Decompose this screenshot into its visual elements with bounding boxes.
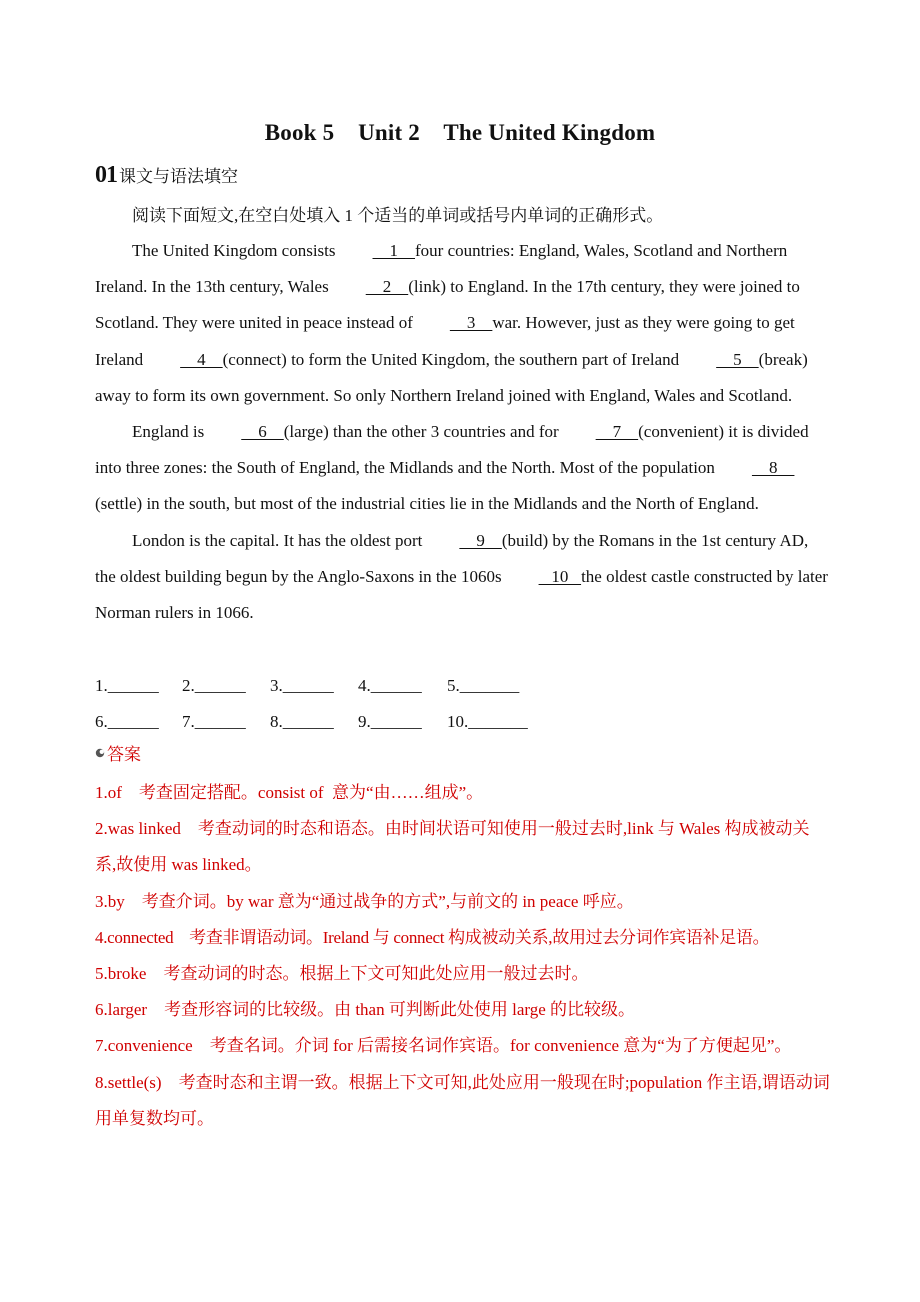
passage-text: (break) away to form its own government. So only Northern Ireland joined with England, Wales and Scotland. <box>95 349 808 405</box>
passage-text: war. However, just as they were going to get Ireland <box>95 313 795 369</box>
answer-blanks-row-1 <box>95 676 519 696</box>
answer-item: 7.convenience 考查名词。介词 for 后需接名词作宾语。for convenience 意为“为了方便起见”。 <box>95 1036 792 1056</box>
blank-1: 1 <box>372 241 416 260</box>
section-header <box>95 162 238 189</box>
answer-blank: 1.______ <box>95 676 159 695</box>
blank-4: 4 <box>180 349 223 369</box>
answer-item: 4.connected 考查非谓语动词。Ireland 与 connect 构成被动关系,故用过去分词作宾语补足语。 <box>95 927 770 947</box>
answers-list <box>95 775 830 1137</box>
blank-9: 9 <box>459 530 502 550</box>
page-title: Book 5 Unit 2 The United Kingdom <box>264 120 656 145</box>
passage-text: the oldest castle constructed by later Norman rulers in 1066. <box>95 566 828 623</box>
answer-item: 2.was linked 考查动词的时态和语态。由时间状语可知使用一般过去时,link 与 Wales 构成被动关系,故使用 was linked。 <box>95 819 810 875</box>
passage-text: (settle) in the south, but most of the industrial cities lie in the Midlands and the North of England. <box>95 494 759 514</box>
answer-item: 8.settle(s) 考查时态和主谓一致。根据上下文可知,此处应用一般现在时;population 作主语,谓语动词用单复数均可。 <box>95 1072 830 1128</box>
passage-text: (convenient) it is divided into three zones: the South of England, the Midlands and the North. Most of the population <box>95 422 809 478</box>
blank-8: 8 <box>751 458 795 478</box>
passage-text: England is <box>132 422 205 442</box>
passage-text: (link) to England. In the 17th century, they were joined to Scotland. They were united in peace instead of <box>95 277 800 333</box>
answer-item: 1.of 考查固定搭配。consist of 意为“由……组成”。 <box>95 783 484 802</box>
answers-label: 答案 <box>107 745 141 764</box>
answer-blank: 9.______ <box>358 712 422 731</box>
answer-blank: 8.______ <box>270 712 334 731</box>
answer-blank: 2.______ <box>182 676 246 695</box>
blank-10: 10 <box>538 566 582 586</box>
blank-2: 2 <box>365 277 409 297</box>
answer-marker-icon <box>95 748 105 758</box>
passage-paragraph-3 <box>95 523 830 632</box>
passage-paragraph-2 <box>95 414 830 523</box>
passage-paragraph-1 <box>95 233 830 414</box>
passage-text: (build) by the Romans in the 1st century AD, the oldest building begun by the Anglo-Saxons in the 1060s <box>95 530 809 586</box>
answer-blank: 10._______ <box>447 712 528 731</box>
blank-3: 3 <box>449 313 493 333</box>
passage-text: The United Kingdom consists <box>132 241 336 260</box>
answer-blank: 7.______ <box>182 712 246 731</box>
passage-text: (connect) to form the United Kingdom, the southern part of Ireland <box>222 349 680 369</box>
passage-text: four countries: England, Wales, Scotland and Northern Ireland. In the 13th century, Wales <box>95 241 788 297</box>
passage-text: (large) than the other 3 countries and for <box>283 422 559 442</box>
answer-item: 3.by 考查介词。by war 意为“通过战争的方式”,与前文的 in peace 呼应。 <box>95 891 634 911</box>
answer-blank: 3.______ <box>270 676 334 695</box>
answer-item: 6.larger 考查形容词的比较级。由 than 可判断此处使用 large 的比较级。 <box>95 1000 636 1020</box>
blank-6: 6 <box>241 422 284 442</box>
section-number: 01 <box>95 162 117 188</box>
instruction: 阅读下面短文,在空白处填入 1 个适当的单词或括号内单词的正确形式。 <box>132 206 664 225</box>
answer-blank: 5._______ <box>447 676 520 695</box>
answer-blank: 6.______ <box>95 712 159 731</box>
answer-blanks-row-2 <box>95 712 528 732</box>
blank-7: 7 <box>595 422 639 442</box>
passage-text: London is the capital. It has the oldest port <box>132 530 423 550</box>
passage <box>95 233 830 631</box>
section-label: 课文与语法填空 <box>119 167 238 186</box>
answer-item: 5.broke 考查动词的时态。根据上下文可知此处应用一般过去时。 <box>95 964 589 984</box>
answer-blank: 4.______ <box>358 676 422 695</box>
answers-header <box>95 740 141 765</box>
blank-5: 5 <box>716 349 759 369</box>
